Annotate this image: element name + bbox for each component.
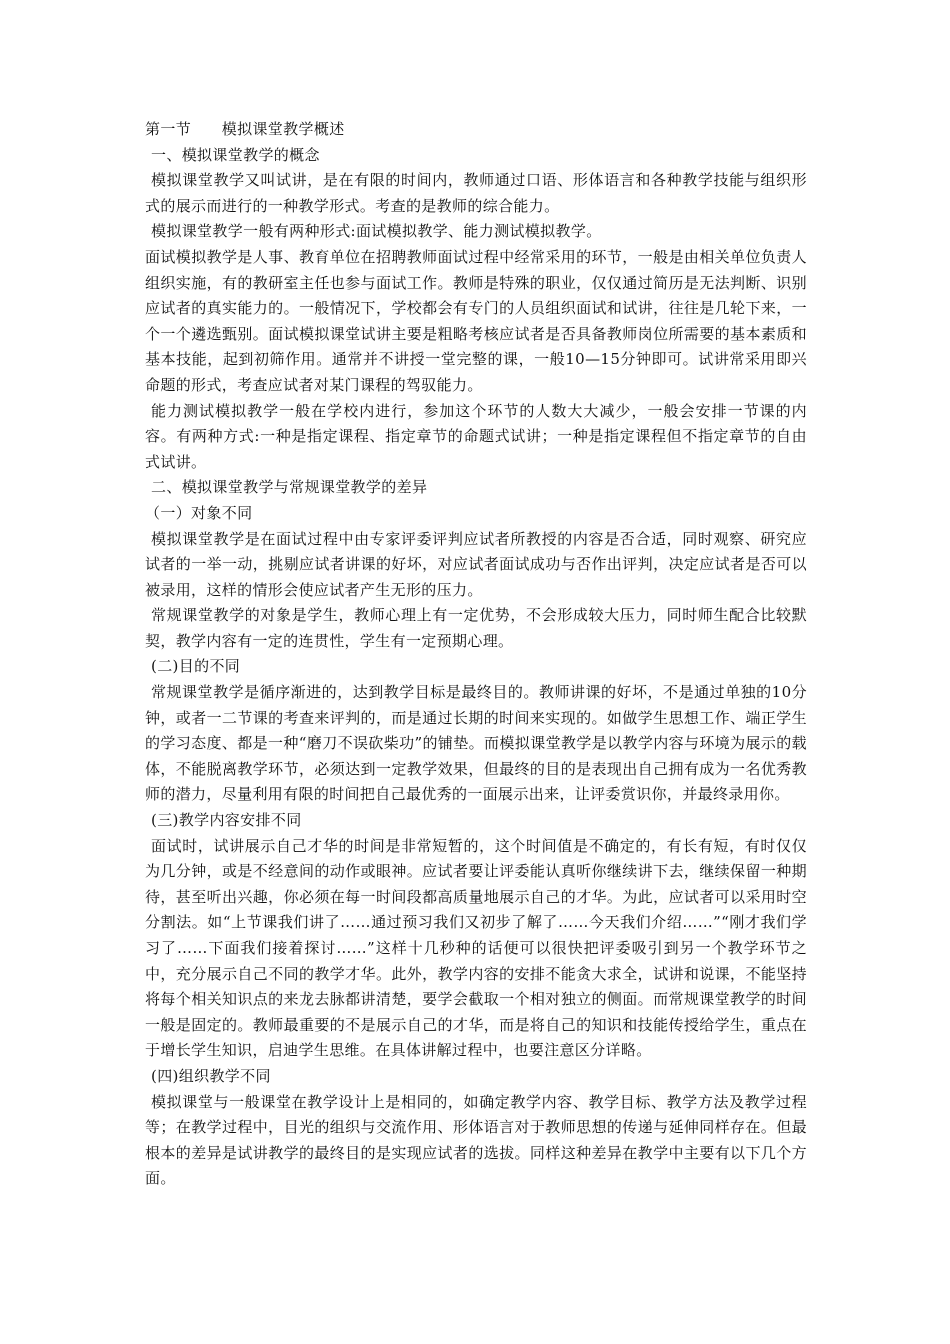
subheading-organization: (四)组织教学不同: [151, 1066, 271, 1085]
paragraph-two-forms: 模拟课堂教学一般有两种形式:面试模拟教学、能力测试模拟教学。: [151, 222, 602, 241]
paragraph-ability-test: 能力测试模拟教学一般在学校内进行，参加这个环节的人数大大减少，一般会安排一节课的内容。有两种方式:一种是指定课程、指定章节的命题式试讲；一种是指定课程但不指定章节的自由式试讲。: [145, 401, 807, 471]
document-page: [145, 117, 807, 1192]
paragraph-definition: 模拟课堂教学又叫试讲，是在有限的时间内，教师通过口语、形体语言和各种教学技能与组织形式的展示而进行的一种教学形式。考查的是教师的综合能力。: [145, 171, 807, 215]
paragraph-purpose: 常规课堂教学是循序渐进的，达到教学目标是最终目的。教师讲课的好坏，不是通过单独的10分钟，或者一二节课的考查来评判的，而是通过长期的时间来实现的。如做学生思想工作、端正学生的学习态度、都是一种“磨刀不误砍柴功”的铺垫。而模拟课堂教学是以教学内容与环境为展示的载体，不能脱离教学环节，必须达到一定教学效果，但最终的目的是表现出自己拥有成为一名优秀教师的潜力，尽量利用有限的时间把自己最优秀的一面展示出来，让评委赏识你，并最终录用你。: [145, 683, 807, 804]
heading-concept: 一、模拟课堂教学的概念: [151, 145, 320, 164]
subheading-purpose: (二)目的不同: [151, 657, 241, 676]
paragraph-regular-object: 常规课堂教学的对象是学生，教师心理上有一定优势，不会形成较大压力，同时师生配合比较默契，教学内容有一定的连贯性，学生有一定预期心理。: [145, 606, 807, 650]
paragraph-simulated-object: 模拟课堂教学是在面试过程中由专家评委评判应试者所教授的内容是否合适，同时观察、研究应试者的一举一动，挑剔应试者讲课的好坏，对应试者面试成功与否作出评判，决定应试者是否可以被录用，这样的情形会使应试者产生无形的压力。: [145, 529, 807, 599]
subheading-object: （一）对象不同: [145, 503, 253, 522]
paragraph-organization: 模拟课堂与一般课堂在教学设计上是相同的，如确定教学内容、教学目标、教学方法及教学过程等；在教学过程中，目光的组织与交流作用、形体语言对于教师思想的传递与延伸同样存在。但最根本的差异是试讲教学的最终目的是实现应试者的选拔。同样这种差异在教学中主要有以下几个方面。: [145, 1092, 807, 1188]
paragraph-content-arrangement: 面试时，试讲展示自己才华的时间是非常短暂的，这个时间值是不确定的，有长有短，有时仅仅为几分钟，或是不经意间的动作或眼神。应试者要让评委能认真听你继续讲下去，继续保留一种期待，甚至听出兴趣，你必须在每一时间段都高质量地展示自己的才华。为此，应试者可以采用时空分割法。如“上节课我们讲了……通过预习我们又初步了解了……今天我们介绍……”“刚才我们学习了……下面我们接着探讨……”这样十几秒种的话便可以很快把评委吸引到另一个教学环节之中，充分展示自己不同的教学才华。此外，教学内容的安排不能贪大求全，试讲和说课，不能坚持将每个相关知识点的来龙去脉都讲清楚，要学会截取一个相对独立的侧面。而常规课堂教学的时间一般是固定的。教师最重要的不是展示自己的才华，而是将自己的知识和技能传授给学生，重点在于增长学生知识，启迪学生思维。在具体讲解过程中，也要注意区分详略。: [145, 836, 807, 1060]
subheading-content-arrangement: (三)教学内容安排不同: [151, 811, 302, 830]
section-title: 第一节 模拟课堂教学概述: [145, 120, 345, 138]
paragraph-interview-teaching: 面试模拟教学是人事、教育单位在招聘教师面试过程中经常采用的环节，一般是由相关单位负责人组织实施，有的教研室主任也参与面试工作。教师是特殊的职业，仅仅通过简历是无法判断、识别应试者的真实能力的。一般情况下，学校都会有专门的人员组织面试和试讲，往往是几轮下来，一个一个遴选甄别。面试模拟课堂试讲主要是粗略考核应试者是否具备教师岗位所需要的基本素质和基本技能，起到初筛作用。通常并不讲授一堂完整的课，一般10—15分钟即可。试讲常采用即兴命题的形式，考查应试者对某门课程的驾驭能力。: [145, 247, 807, 394]
heading-differences: 二、模拟课堂教学与常规课堂教学的差异: [151, 478, 428, 497]
